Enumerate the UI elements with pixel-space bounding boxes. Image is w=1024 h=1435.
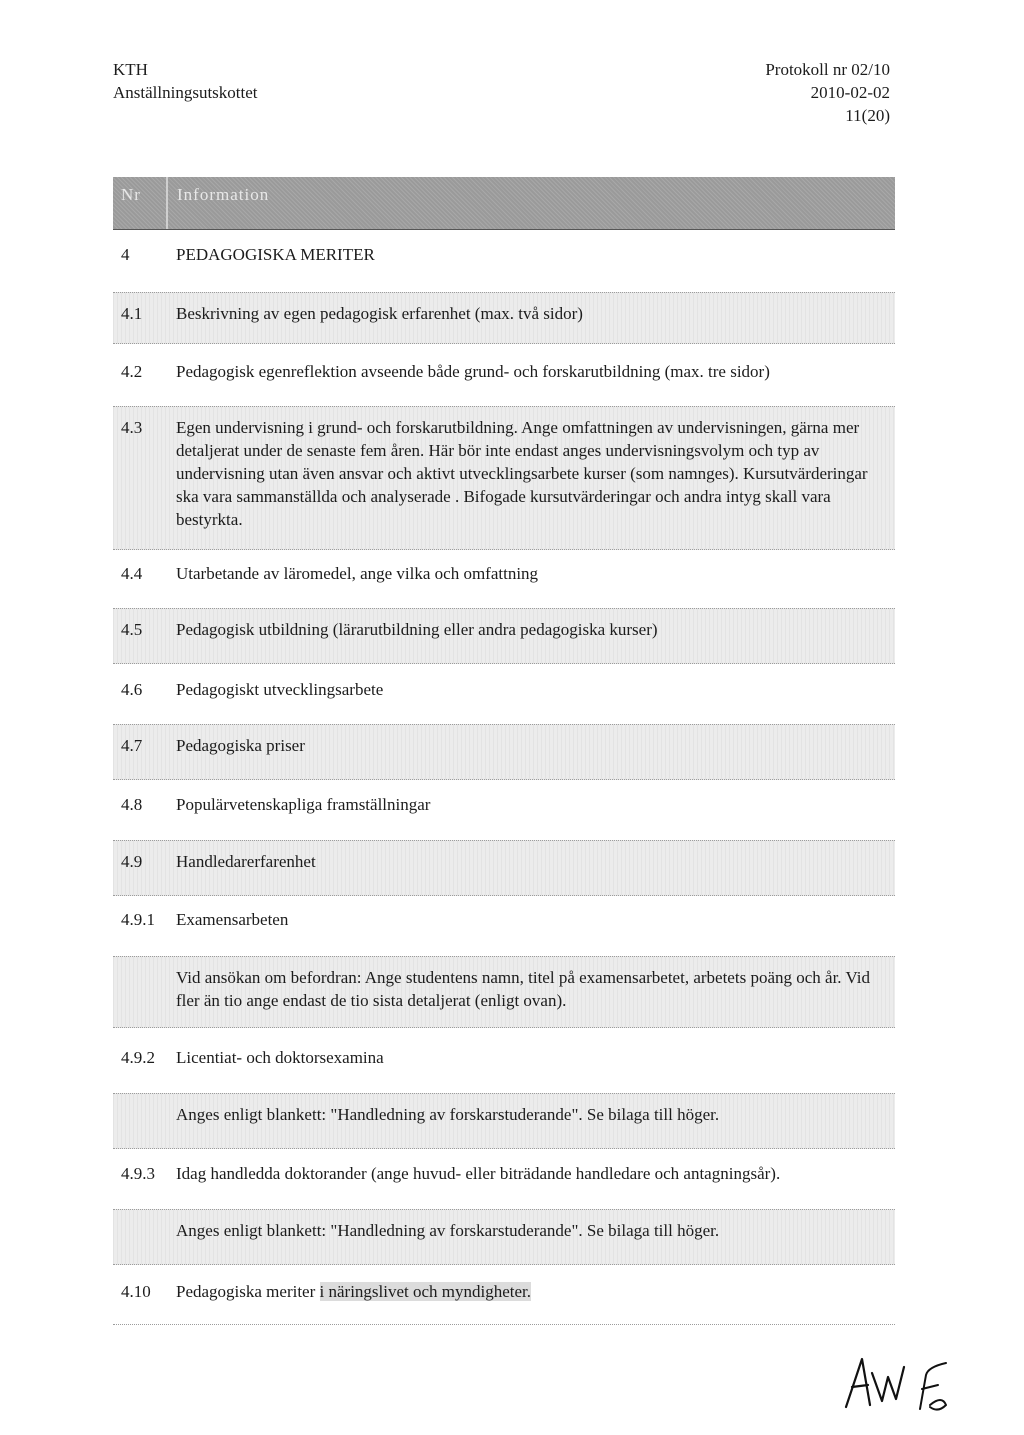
table-row — [113, 608, 895, 664]
page-number: 11(20) — [845, 106, 890, 125]
table-row — [113, 724, 895, 780]
table-header-bar — [113, 177, 895, 230]
handwritten-initials-signature — [842, 1355, 952, 1415]
row-text: Pedagogisk utbildning (lärarutbildning eller andra pedagogiska kurser) — [176, 620, 658, 639]
protocol-number: Protokoll nr 02/10 — [765, 60, 890, 79]
table-row — [113, 562, 895, 590]
row-text — [176, 1280, 889, 1303]
row-text: Licentiat- och doktorsexamina — [176, 1048, 384, 1067]
row-text: Idag handledda doktorander (ange huvud- eller biträdande handledare och antagningsår). — [176, 1164, 781, 1183]
row-text: Vid ansökan om befordran: Ange studentens namn, titel på examensarbetet, arbetets poäng och år. Vid fler än tio ange endast de tio sista detaljerat (enligt ovan). — [176, 968, 870, 1010]
highlighted-text: i näringslivet och myndigheter. — [319, 1282, 532, 1301]
row-text: Pedagogiska priser — [176, 736, 305, 755]
row-text-main: Pedagogiska meriter — [176, 1282, 316, 1301]
table-row — [113, 1162, 895, 1190]
row-text: Pedagogiskt utvecklingsarbete — [176, 680, 384, 699]
row-number: 4.9.2 — [121, 1048, 155, 1067]
table-row — [113, 292, 895, 344]
protocol-date: 2010-02-02 — [810, 83, 890, 102]
table-row — [113, 840, 895, 896]
column-header-nr: Nr — [121, 185, 141, 204]
row-text: Anges enligt blankett: "Handledning av forskarstuderande". Se bilaga till höger. — [176, 1221, 720, 1240]
table-row — [113, 360, 895, 388]
column-header-information: Information — [177, 185, 270, 204]
row-number: 4.9 — [121, 852, 143, 871]
row-number: 4.8 — [121, 795, 143, 814]
row-number: 4.7 — [121, 736, 143, 755]
table-row — [113, 1280, 895, 1308]
section-heading-row — [113, 243, 895, 271]
row-number: 4.6 — [121, 680, 143, 699]
table-row — [113, 406, 895, 550]
document-header-left — [113, 58, 258, 104]
table-row — [113, 956, 895, 1028]
section-title: PEDAGOGISKA MERITER — [176, 245, 375, 264]
row-text: Populärvetenskapliga framställningar — [176, 795, 431, 814]
document-header-right — [765, 58, 890, 127]
row-number: 4.9.3 — [121, 1164, 155, 1183]
row-text: Handledarerfarenhet — [176, 852, 316, 871]
row-number: 4.10 — [121, 1282, 151, 1301]
row-text: Egen undervisning i grund- och forskarutbildning. Ange omfattningen av undervisningen, gärna mer detaljerat under de senaste fem åren. Här bör inte endast anges undervisningsvolym och typ av undervisning utan även ansvar och aktivt utvecklingsarbete kurser (som namnges). Kursutvärderingar ska vara sammanställda och analyserade . Bifogade kursutvärderingar och andra intyg skall vara bestyrkta. — [176, 418, 868, 529]
row-number: 4.1 — [121, 304, 143, 323]
column-divider — [166, 177, 168, 229]
table-bottom-divider — [113, 1324, 895, 1325]
table-row — [113, 1093, 895, 1149]
org-name: KTH — [113, 60, 148, 79]
row-number: 4.4 — [121, 564, 143, 583]
row-number: 4.3 — [121, 418, 143, 437]
row-number: 4.5 — [121, 620, 143, 639]
row-text: Pedagogisk egenreflektion avseende både grund- och forskarutbildning (max. tre sidor) — [176, 362, 770, 381]
committee-name: Anställningsutskottet — [113, 83, 258, 102]
row-number: 4.2 — [121, 362, 143, 381]
row-text: Anges enligt blankett: "Handledning av forskarstuderande". Se bilaga till höger. — [176, 1105, 720, 1124]
table-row — [113, 1046, 895, 1074]
row-number: 4.9.1 — [121, 910, 155, 929]
table-row — [113, 908, 895, 936]
section-number: 4 — [121, 245, 130, 264]
row-text: Beskrivning av egen pedagogisk erfarenhet (max. två sidor) — [176, 304, 583, 323]
row-text: Examensarbeten — [176, 910, 289, 929]
table-row — [113, 793, 895, 821]
row-text: Utarbetande av läromedel, ange vilka och omfattning — [176, 564, 539, 583]
table-row — [113, 678, 895, 706]
table-row — [113, 1209, 895, 1265]
